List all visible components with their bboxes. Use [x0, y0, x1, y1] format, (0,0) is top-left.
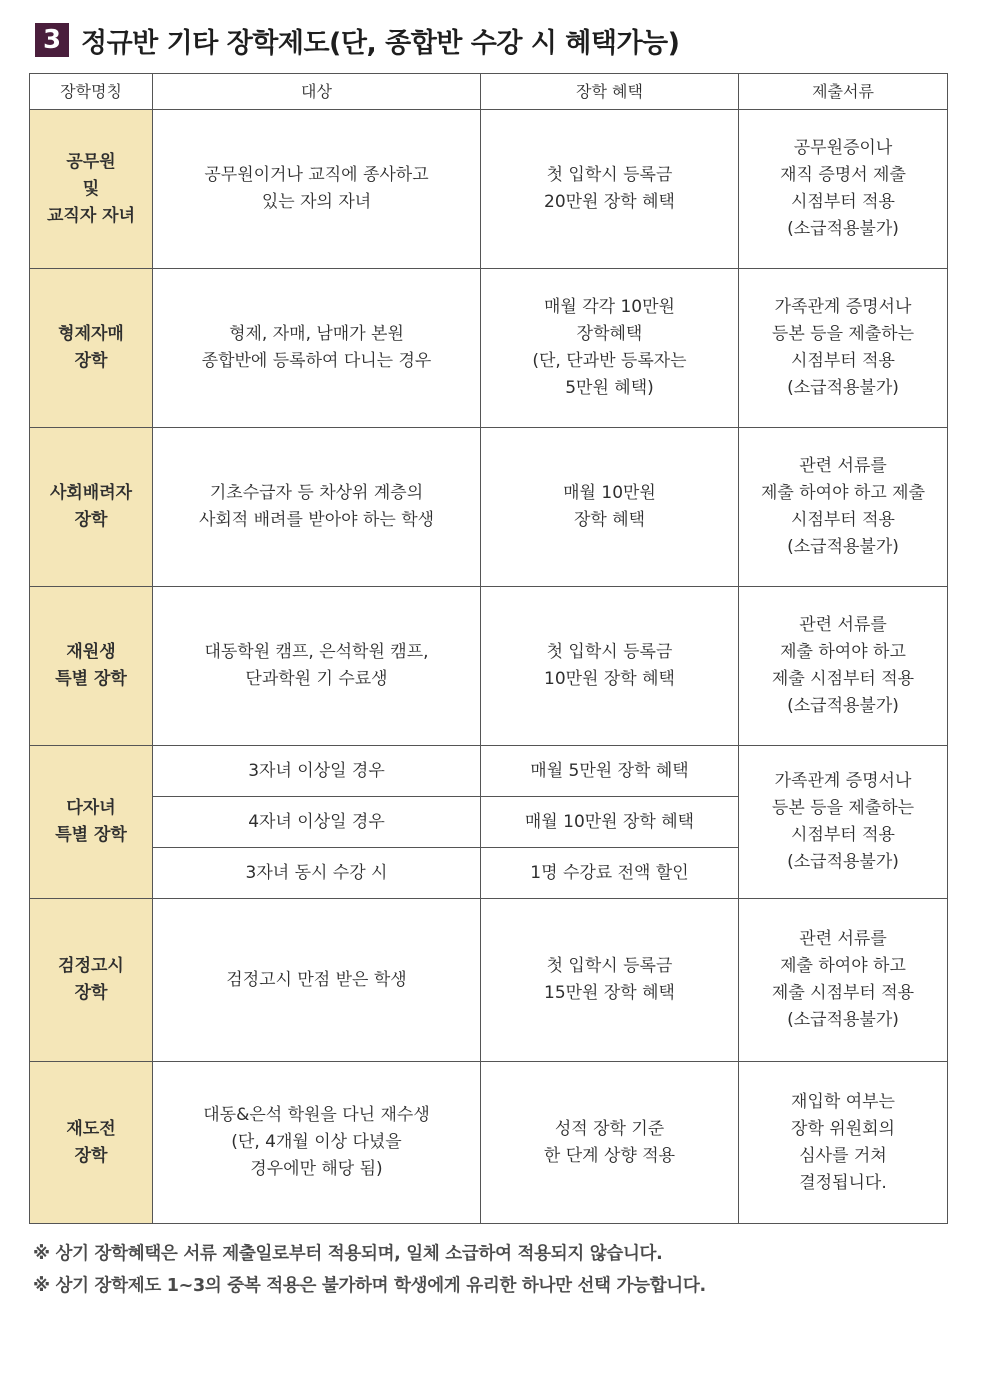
target-line: (단, 4개월 이상 다녔을 — [231, 1132, 402, 1152]
benefit-line: 20만원 장학 혜택 — [544, 192, 675, 212]
scholarship-benefit — [481, 110, 739, 269]
benefit-line: 장학 혜택 — [573, 510, 646, 530]
benefit-line: 15만원 장학 혜택 — [544, 983, 675, 1003]
target-line: 대동&은석 학원을 다닌 재수생 — [203, 1105, 430, 1125]
scholarship-benefit — [481, 1062, 739, 1224]
scholarship-target: 3자녀 이상일 경우 — [153, 746, 481, 797]
name-line: 특별 장학 — [55, 669, 127, 689]
scholarship-target — [153, 110, 481, 269]
name-line: 공무원 — [66, 151, 116, 172]
name-line: 장학 — [74, 1145, 108, 1166]
footnotes — [33, 1238, 706, 1302]
docs-line: 결정됩니다. — [799, 1172, 887, 1193]
docs-line: 시점부터 적용 — [791, 825, 895, 845]
scholarship-name — [30, 428, 153, 587]
scholarship-name — [30, 746, 153, 899]
scholarship-name — [30, 899, 153, 1062]
table-row — [30, 1062, 948, 1224]
scholarship-name — [30, 110, 153, 269]
header-target: 대상 — [153, 74, 481, 110]
docs-line: 시점부터 적용 — [791, 510, 895, 530]
name-line: 재원생 — [66, 642, 116, 662]
name-line: 장학 — [74, 351, 108, 371]
table-row — [30, 899, 948, 1062]
name-line: 다자녀 — [66, 798, 116, 818]
table-row — [30, 110, 948, 269]
target-line: 종합반에 등록하여 다니는 경우 — [201, 351, 432, 371]
target-line: 경우에만 해당 됨) — [250, 1159, 383, 1179]
target-line: 대동학원 캠프, 은석학원 캠프, — [204, 642, 429, 662]
table-row — [30, 746, 948, 797]
scholarship-target — [153, 428, 481, 587]
header-benefit: 장학 혜택 — [481, 74, 739, 110]
docs-line: (소급적용불가) — [787, 1010, 899, 1030]
table-row — [30, 428, 948, 587]
name-line: 형제자매 — [58, 324, 124, 344]
docs-line: (소급적용불가) — [787, 852, 899, 872]
scholarship-benefit — [481, 587, 739, 746]
docs-line: 재입학 여부는 — [791, 1091, 895, 1112]
benefit-line: 한 단계 상향 적용 — [543, 1145, 676, 1166]
scholarship-target: 4자녀 이상일 경우 — [153, 797, 481, 848]
benefit-line: 5만원 혜택) — [565, 378, 654, 398]
scholarship-docs — [739, 110, 948, 269]
benefit-line: 장학혜택 — [576, 324, 643, 344]
scholarship-docs — [739, 428, 948, 587]
name-line: 장학 — [74, 510, 108, 530]
docs-line: 심사를 거쳐 — [799, 1145, 887, 1166]
section-title-text: 정규반 기타 장학제도(단, 종합반 수강 시 혜택가능) — [81, 27, 680, 59]
target-line: 단과학원 기 수료생 — [245, 669, 388, 689]
docs-line: 시점부터 적용 — [791, 192, 895, 212]
docs-line: 제출 하여야 하고 — [780, 642, 906, 662]
section-number-badge: 3 — [35, 23, 69, 57]
scholarship-benefit: 1명 수강료 전액 할인 — [481, 848, 739, 899]
benefit-line: 매월 각각 10만원 — [544, 297, 675, 317]
header-docs: 제출서류 — [739, 74, 948, 110]
docs-line: 장학 위원회의 — [791, 1118, 895, 1139]
scholarship-target — [153, 269, 481, 428]
target-line: 형제, 자매, 남매가 본원 — [229, 324, 404, 344]
scholarship-docs — [739, 587, 948, 746]
header-name: 장학명칭 — [30, 74, 153, 110]
target-line: 있는 자의 자녀 — [261, 192, 372, 212]
scholarship-name — [30, 1062, 153, 1224]
docs-line: 관련 서류를 — [799, 929, 887, 949]
docs-line: (소급적용불가) — [787, 378, 899, 398]
scholarship-docs — [739, 899, 948, 1062]
scholarship-target — [153, 1062, 481, 1224]
docs-line: 공무원증이나 — [793, 138, 893, 158]
name-line: 검정고시 — [58, 956, 124, 976]
scholarship-target — [153, 899, 481, 1062]
docs-line: (소급적용불가) — [787, 219, 899, 239]
docs-line: 제출 시점부터 적용 — [771, 983, 915, 1003]
name-line: 재도전 — [66, 1118, 116, 1139]
footnote: ※ 상기 장학혜택은 서류 제출일로부터 적용되며, 일체 소급하여 적용되지 않습니다. — [33, 1244, 663, 1264]
docs-line: 관련 서류를 — [799, 456, 887, 476]
name-line: 장학 — [74, 983, 108, 1003]
docs-line: 가족관계 증명서나 — [774, 297, 912, 317]
docs-line: 시점부터 적용 — [791, 351, 895, 371]
scholarship-name — [30, 269, 153, 428]
scholarship-benefit: 매월 5만원 장학 혜택 — [481, 746, 739, 797]
benefit-line: 성적 장학 기준 — [554, 1118, 665, 1139]
benefit-line: 첫 입학시 등록금 — [546, 165, 673, 185]
scholarship-table — [29, 73, 948, 1224]
benefit-line: (단, 단과반 등록자는 — [532, 351, 687, 371]
scholarship-target: 3자녀 동시 수강 시 — [153, 848, 481, 899]
scholarship-docs — [739, 1062, 948, 1224]
benefit-line: 매월 10만원 — [563, 483, 656, 503]
name-line: 및 — [82, 178, 100, 199]
docs-line: 재직 증명서 제출 — [780, 165, 906, 185]
name-line: 사회배려자 — [49, 483, 133, 503]
target-line: 검정고시 만점 받은 학생 — [226, 969, 407, 990]
benefit-line: 첫 입학시 등록금 — [546, 642, 673, 662]
docs-line: (소급적용불가) — [787, 696, 899, 716]
table-row — [30, 269, 948, 428]
scholarship-docs — [739, 746, 948, 899]
target-line: 공무원이거나 교직에 종사하고 — [204, 165, 429, 185]
scholarship-name — [30, 587, 153, 746]
footnote: ※ 상기 장학제도 1~3의 중복 적용은 불가하며 학생에게 유리한 하나만 선택 가능합니다. — [33, 1276, 706, 1296]
benefit-line: 첫 입학시 등록금 — [546, 956, 673, 976]
scholarship-benefit — [481, 899, 739, 1062]
scholarship-benefit: 매월 10만원 장학 혜택 — [481, 797, 739, 848]
docs-line: 제출 시점부터 적용 — [771, 669, 915, 689]
docs-line: 등본 등을 제출하는 — [771, 798, 915, 818]
docs-line: 가족관계 증명서나 — [774, 771, 912, 791]
name-line: 교직자 자녀 — [46, 205, 136, 226]
scholarship-target — [153, 587, 481, 746]
table-row — [30, 587, 948, 746]
docs-line: 제출 하여야 하고 — [780, 956, 906, 976]
benefit-line: 10만원 장학 혜택 — [544, 669, 675, 689]
table-header-row — [30, 74, 948, 110]
name-line: 특별 장학 — [55, 825, 127, 845]
section-title — [35, 18, 679, 62]
scholarship-docs — [739, 269, 948, 428]
scholarship-benefit — [481, 428, 739, 587]
docs-line: 관련 서류를 — [799, 615, 887, 635]
target-line: 기초수급자 등 차상위 계층의 — [209, 483, 424, 503]
scholarship-benefit — [481, 269, 739, 428]
docs-line: (소급적용불가) — [787, 537, 899, 557]
target-line: 사회적 배려를 받아야 하는 학생 — [198, 510, 435, 530]
docs-line: 제출 하여야 하고 제출 — [760, 483, 925, 503]
docs-line: 등본 등을 제출하는 — [771, 324, 915, 344]
